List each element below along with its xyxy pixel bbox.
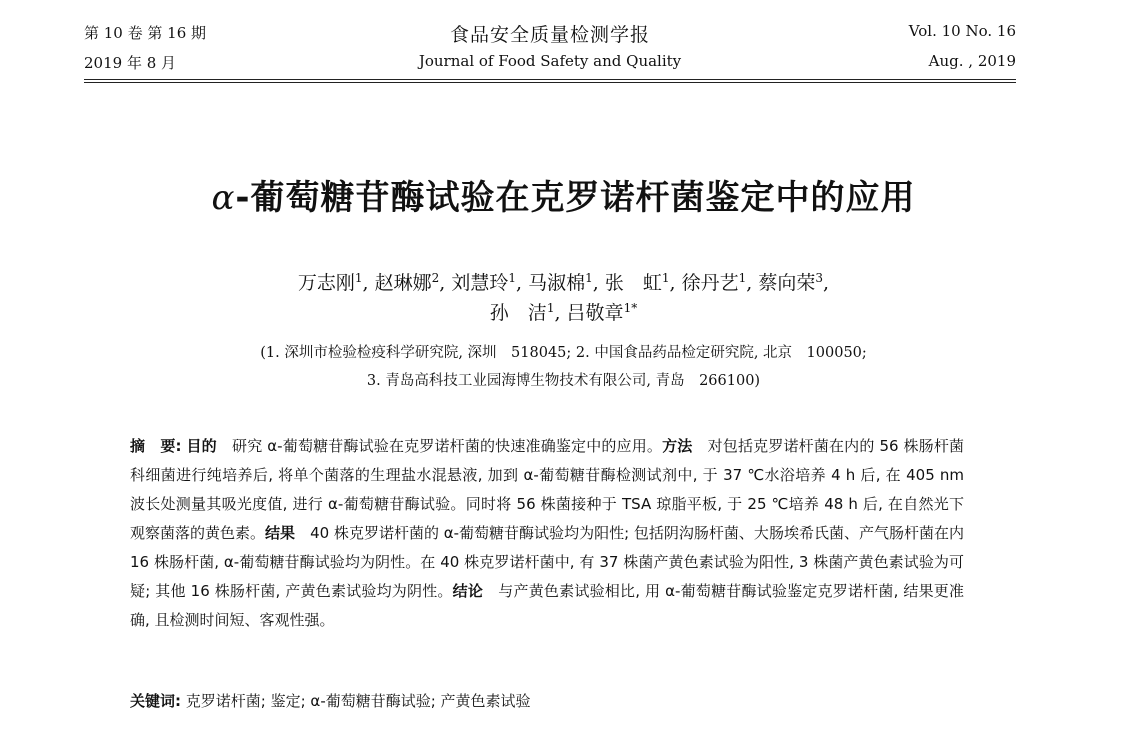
author-affiliation-mark: 1 <box>661 271 670 285</box>
volume-issue-cn: 第 10 卷 第 16 期 <box>84 24 207 42</box>
author-affiliation-mark: 2 <box>431 271 440 285</box>
header-rule-bottom <box>84 82 1016 83</box>
header-rule-top <box>84 79 1016 80</box>
abstract <box>130 432 964 635</box>
methods-label: 方法 <box>662 437 693 455</box>
date-cn: 2019 年 8 月 <box>84 54 177 72</box>
author-name: 马淑棉 <box>528 272 586 294</box>
paper-title <box>0 170 1127 219</box>
date-en: Aug. , 2019 <box>928 52 1016 70</box>
author-name: 孙 洁 <box>489 302 547 324</box>
author-name: 蔡向荣 <box>758 272 816 294</box>
author-line-1: 万志刚$^1$, 赵琳娜$^2$, 刘慧玲$^1$, 马淑棉$^1$, 张 虹$^1$, 徐丹艺$^1$, 蔡向荣$^3$, <box>297 271 830 294</box>
author-affiliation-mark: 1 <box>738 271 747 285</box>
author-affiliation-mark: 1* <box>623 301 638 315</box>
author-affiliation-mark: 3 <box>815 271 824 285</box>
author-name: 张 虹 <box>604 272 662 294</box>
author-name: 万志刚 <box>297 272 355 294</box>
author-name: 刘慧玲 <box>451 272 509 294</box>
author-name: 徐丹艺 <box>681 272 739 294</box>
title-text: -葡萄糖苷酶试验在克罗诺杆菌鉴定中的应用 <box>235 178 916 218</box>
keywords <box>130 690 964 711</box>
objective-text: 研究 α-葡萄糖苷酶试验在克罗诺杆菌的快速准确鉴定中的应用。 <box>232 437 663 455</box>
keywords-text: 克罗诺杆菌; 鉴定; α-葡萄糖苷酶试验; 产黄色素试验 <box>185 692 531 710</box>
author-line-2: 孙 洁$^1$, 吕敬章$^{1*}$ <box>489 301 638 324</box>
volume-issue-en: Vol. 10 No. 16 <box>908 22 1016 40</box>
methods-text: 对包括克罗诺杆菌在内的 56 株肠杆菌科细菌进行纯培养后, 将单个菌落的生理盐水混悬液, 加到 α-葡萄糖苷酶检测试剂中, 于 37 ℃水浴培养 4 h 后, 在 405 nm 波长处测量其吸光度值, 进行 α-葡萄糖苷酶试验。同时将 56 株菌接种于 TSA 琼脂平板, 于 25 ℃培养 48 h 后, 在自然光下观察菌落的黄色素。 <box>130 437 964 542</box>
conclusion-text: 与产黄色素试验相比, 用 α-葡萄糖苷酶试验鉴定克罗诺杆菌, 结果更准确, 且检测时间短、客观性强。 <box>130 582 964 629</box>
author-name: 吕敬章 <box>566 302 624 324</box>
results-label: 结果 <box>265 524 296 542</box>
author-affiliation-mark: 1 <box>354 271 363 285</box>
journal-name-cn: 食品安全质量检测学报 <box>449 24 650 46</box>
results-text: 40 株克罗诺杆菌的 α-葡萄糖苷酶试验均为阳性; 包括阴沟肠杆菌、大肠埃希氏菌、产气肠杆菌在内 16 株肠杆菌, α-葡萄糖苷酶试验均为阴性。在 40 株克罗诺杆菌中, 有 37 株菌产黄色素试验为阳性, 3 株菌产黄色素试验为可疑; 其他 16 株肠杆菌, 产黄色素试验均为阴性。 <box>130 524 964 600</box>
author-affiliation-mark: 1 <box>546 301 555 315</box>
affiliation-line-1: (1. 深圳市检验检疫科学研究院, 深圳 518045; 2. 中国食品药品检定研究院, 北京 100050; <box>260 345 867 361</box>
author-name: 赵琳娜 <box>374 272 432 294</box>
author-affiliation-mark: 1 <box>585 271 593 285</box>
author-affiliation-mark: 1 <box>508 271 517 285</box>
title-alpha: α <box>211 178 236 218</box>
abstract-label: 摘 要: <box>130 437 182 455</box>
keywords-label: 关键词: <box>130 692 181 710</box>
journal-name-en: Journal of Food Safety and Quality <box>418 52 682 70</box>
affiliation-line-2: 3. 青岛高科技工业园海博生物技术有限公司, 青岛 266100) <box>366 373 761 389</box>
objective-label: 目的 <box>186 437 217 455</box>
conclusion-label: 结论 <box>452 582 484 600</box>
